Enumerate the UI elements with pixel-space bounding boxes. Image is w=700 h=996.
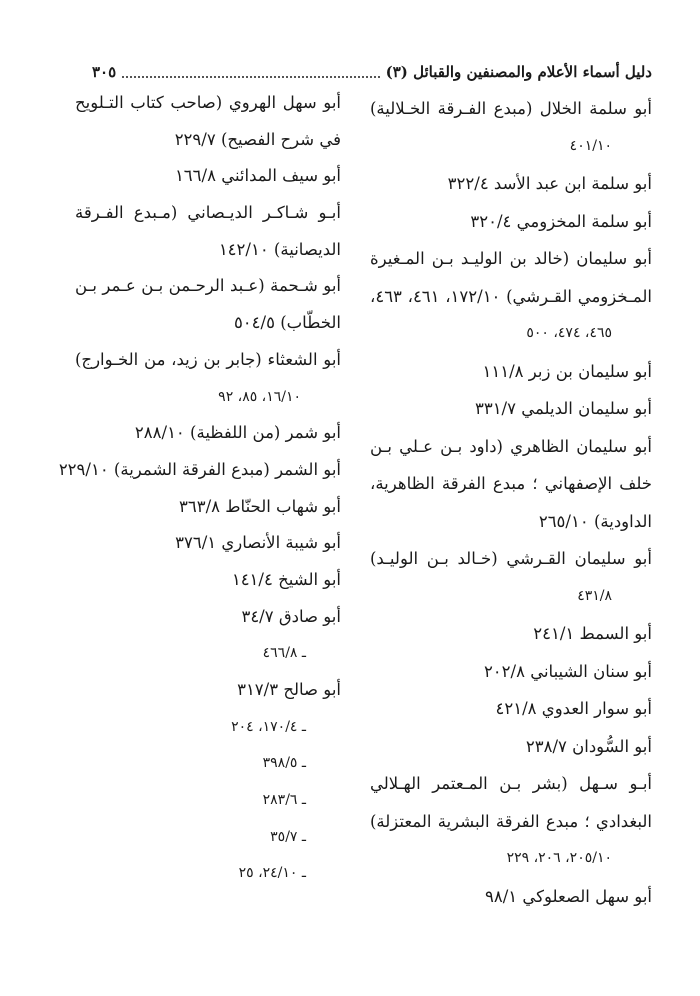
index-entry-line: أبو سنان الشيباني ٢٠٢/٨ — [483, 661, 652, 681]
index-entry-line: أبو شيبة الأنصاري ٣٧٦/١ — [175, 533, 341, 553]
index-entry-line: ـ ٢٨٣/٦ — [262, 792, 306, 809]
index-entry-line: أبو شمر (من اللفظية) ٢٨٨/١٠ — [134, 423, 341, 443]
index-entry-line: الخطّاب) ٥٠٤/٥ — [233, 313, 341, 333]
header-title: دليل أسماء الأعلام والمصنفين والقبائل (٣) — [385, 63, 652, 81]
index-entry-line: أبو السمط ٢٤١/١ — [533, 624, 652, 643]
index-entry-line: ١٦/١٠، ٨٥، ٩٢ — [218, 388, 301, 405]
index-entry-line: أبو سليمان الديلمي ٣٣١/٧ — [474, 399, 652, 418]
index-entry-line: أبو شهاب الحنّاط ٣٦٣/٨ — [179, 496, 341, 516]
index-entry-line: ـ ٢٤/١٠، ٢٥ — [238, 865, 306, 882]
index-entry-line: الديصانية) ١٤٢/١٠ — [218, 239, 341, 259]
index-entry-line: أبو سوار العدوي ٤٢١/٨ — [495, 699, 652, 718]
index-entry-line: أبو صالح ٣١٧/٣ — [237, 680, 341, 699]
index-entry-line: أبو الشيخ ١٤١/٤ — [231, 569, 341, 589]
index-entry-line: الداودية) ٢٦٥/١٠ — [538, 511, 652, 531]
index-entry-line: أبو سليمان بن زبر ١١١/٨ — [482, 361, 652, 381]
index-entry-line: أبو سليمان الظاهري (داود بـن عـلي بـن — [370, 436, 652, 456]
index-entry-line: أبو سهل الصعلوكي ٩٨/١ — [485, 886, 652, 906]
index-entry-line: أبو شـحمة (عـبد الرحـمن بـن عـمر بـن — [75, 276, 341, 296]
index-entry-line: في شرح الفصيح) ٢٢٩/٧ — [174, 129, 341, 149]
index-entry-line: أبو السُّودان ٢٣٨/٧ — [525, 736, 652, 756]
index-entry-line: أبو الشمر (مبدع الفرقة الشمرية) ٢٢٩/١٠ — [58, 459, 341, 479]
index-entry-line: أبو سيف المدائني ١٦٦/٨ — [174, 166, 341, 186]
index-entry-line: أبو سلمة ابن عبد الأسد ٣٢٢/٤ — [447, 174, 652, 193]
index-entry-line: ـ ٤٦٦/٨ — [262, 645, 306, 662]
index-entry-line: ـ ٣٩٨/٥ — [262, 755, 306, 772]
index-entry-line: أبو الشعثاء (جابر بن زيد، من الخـوارج) — [75, 349, 341, 369]
index-entry-line: ٤٠١/١٠ — [569, 137, 612, 154]
index-entry-line: ٤٣١/٨ — [577, 587, 612, 604]
index-entry-line: أبو صادق ٣٤/٧ — [241, 606, 341, 626]
index-column-left — [58, 85, 341, 892]
index-entry-line: أبو سليمان القـرشي (خـالد بـن الوليـد) — [370, 549, 652, 568]
index-entry-line: ـ ٣٥/٧ — [270, 828, 306, 845]
index-column-right — [370, 90, 652, 915]
index-entry-line: أبـو شـاكـر الديـصاني (مـبدع الفـرقة — [75, 203, 341, 223]
index-entry-line: المـخزومي القـرشي) ١٧٢/١٠، ٤٦١، ٤٦٣، — [370, 286, 652, 306]
index-entry-line: ٢٠٥/١٠، ٢٠٦، ٢٢٩ — [506, 850, 612, 866]
index-entry-line: ـ ١٧٠/٤، ٢٠٤ — [231, 718, 306, 735]
index-entry-line: أبو سلمة المخزومي ٣٢٠/٤ — [470, 211, 652, 231]
index-entry-line: أبو سليمان (خالد بن الوليـد بـن المـغيرة — [370, 249, 652, 268]
index-entry-line: ٤٦٥، ٤٧٤، ٥٠٠ — [526, 325, 612, 341]
index-entry-line: أبـو سـهل (بشر بـن المـعتمر الهـلالي — [370, 774, 652, 793]
index-entry-line: أبو سهل الهروي (صاحب كتاب التـلويح — [75, 93, 341, 112]
header-leader-dots — [122, 66, 379, 78]
index-entry-line: أبو سلمة الخلال (مبدع الفـرقة الخـلالية) — [370, 99, 652, 118]
running-header — [92, 60, 652, 84]
page-number: ٣٠٥ — [92, 63, 117, 81]
index-entry-line: البغدادي ؛ مبدع الفرقة البشرية المعتزلة) — [370, 811, 652, 831]
index-entry-line: خلف الإصفهاني ؛ مبدع الفرقة الظاهرية، — [370, 474, 652, 493]
